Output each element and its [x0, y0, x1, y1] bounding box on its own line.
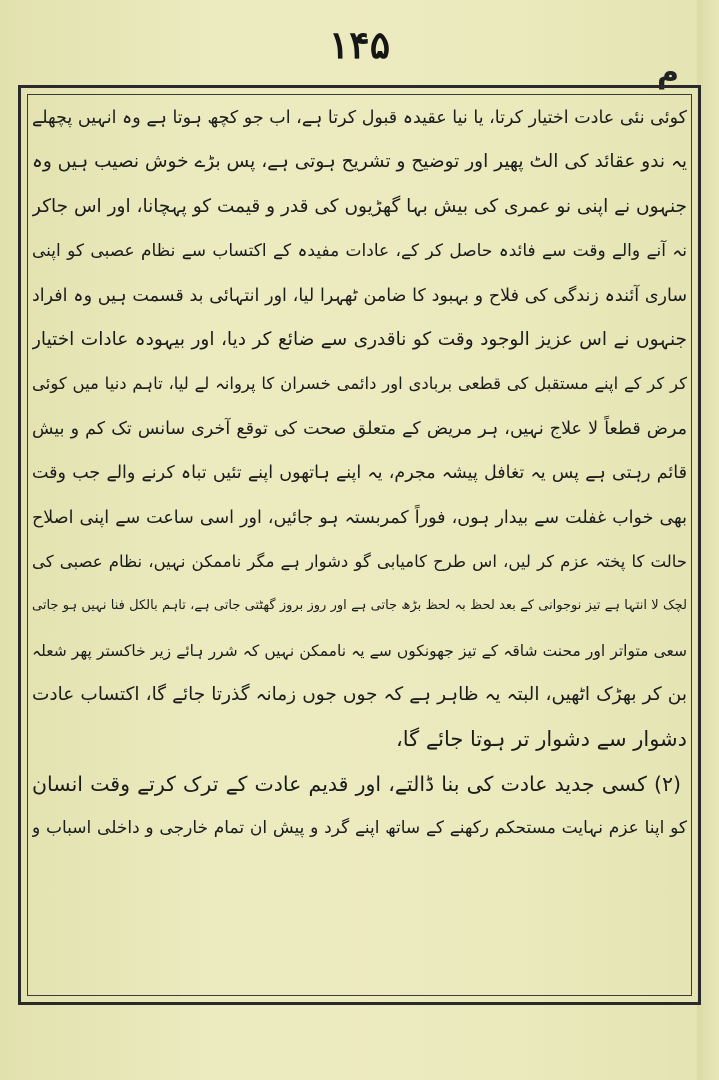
text-line: نہ آنے والے وقت سے فائدہ حاصل کر کے، عادات مفیدہ کے اکتساب سے نظام عصبی کو اپنی	[32, 241, 687, 262]
text-line-last: دشوار سے دشوار تر ہوتا جائے گا،	[395, 727, 687, 752]
text-line: کر کر کے اپنے مستقبل کی قطعی بربادی اور دائمی خسران کا پروانہ لے لیا، تاہم دنیا میں کوئی	[32, 374, 687, 394]
text-line: حالت کا پختہ عزم کر لیں، اس طرح کامیابی گو دشوار ہے مگر ناممکن نہیں، نظام عصبی کی	[32, 551, 687, 571]
text-line: جنہوں نے اس عزیز الوجود وقت کو ناقدری سے ضائع کر دیا، اور بیہودہ عادات اختیار	[32, 328, 687, 350]
margin-mark: م	[657, 55, 679, 90]
text-line: کوئی نئی عادت اختیار کرتا، یا نیا عقیدہ قبول کرتا ہے، اب جو کچھ ہوتا ہے وہ انہیں پچھلے	[32, 108, 687, 128]
body-text	[32, 96, 687, 851]
text-line: کو اپنا عزم نہایت مستحکم رکھنے کے ساتھ اپنے گرد و پیش ان تمام خارجی و داخلی اسباب و	[32, 818, 687, 839]
text-line: بن کر بھڑک اٹھیں، البتہ یہ ظاہر ہے کہ جوں جوں زمانہ گذرتا جائے گا، اکتساب عادت	[32, 684, 687, 706]
text-line: بھی خواب غفلت سے بیدار ہوں، فوراً کمربستہ ہو جائیں، اور اسی ساعت سے اپنی اصلاح	[32, 507, 687, 528]
text-line: مرض قطعاً لا علاج نہیں، ہر مریض کے متعلق صحت کی توقع آخری سانس تک کم و بیش	[32, 418, 687, 439]
text-line: (۲) کسی جدید عادت کی بنا ڈالتے، اور قدیم عادت کے ترک کرتے وقت انسان	[32, 771, 681, 796]
text-line: سعی متواتر اور محنت شاقہ کے تیز جھونکوں سے یہ ناممکن نہیں کہ شرر ہائے زیر خاکستر پھر شعلہ	[32, 641, 687, 660]
page-number: ۱۴۵	[328, 22, 391, 67]
text-line: قائم رہتی ہے پس یہ تغافل پیشہ مجرم، یہ اپنے ہاتھوں اپنے تئیں تباہ کرنے والے جب وقت	[32, 463, 687, 484]
text-line: لچک لا انتہا ہے تیز نوجوانی کے بعد لحظ بہ لحظ بڑھ جاتی ہے اور روز بروز گھٹتی جاتی ہے، تاہم بالکل فنا نہیں ہو جاتی	[32, 598, 687, 614]
text-line: یہ ندو عقائد کی الٹ پھیر اور توضیح و تشریح ہوتی ہے، پس بڑے خوش نصیب ہیں وہ	[32, 151, 687, 173]
text-line: ساری آئندہ زندگی کی فلاح و بہبود کا ضامن ٹھہرا لیا، اور انتہائی بد قسمت ہیں وہ افراد	[32, 285, 687, 306]
text-line: جنہوں نے اپنی نو عمری کی بیش بہا گھڑیوں کی قدر و قیمت کو پہچانا، اور اس جاکر	[32, 195, 687, 217]
